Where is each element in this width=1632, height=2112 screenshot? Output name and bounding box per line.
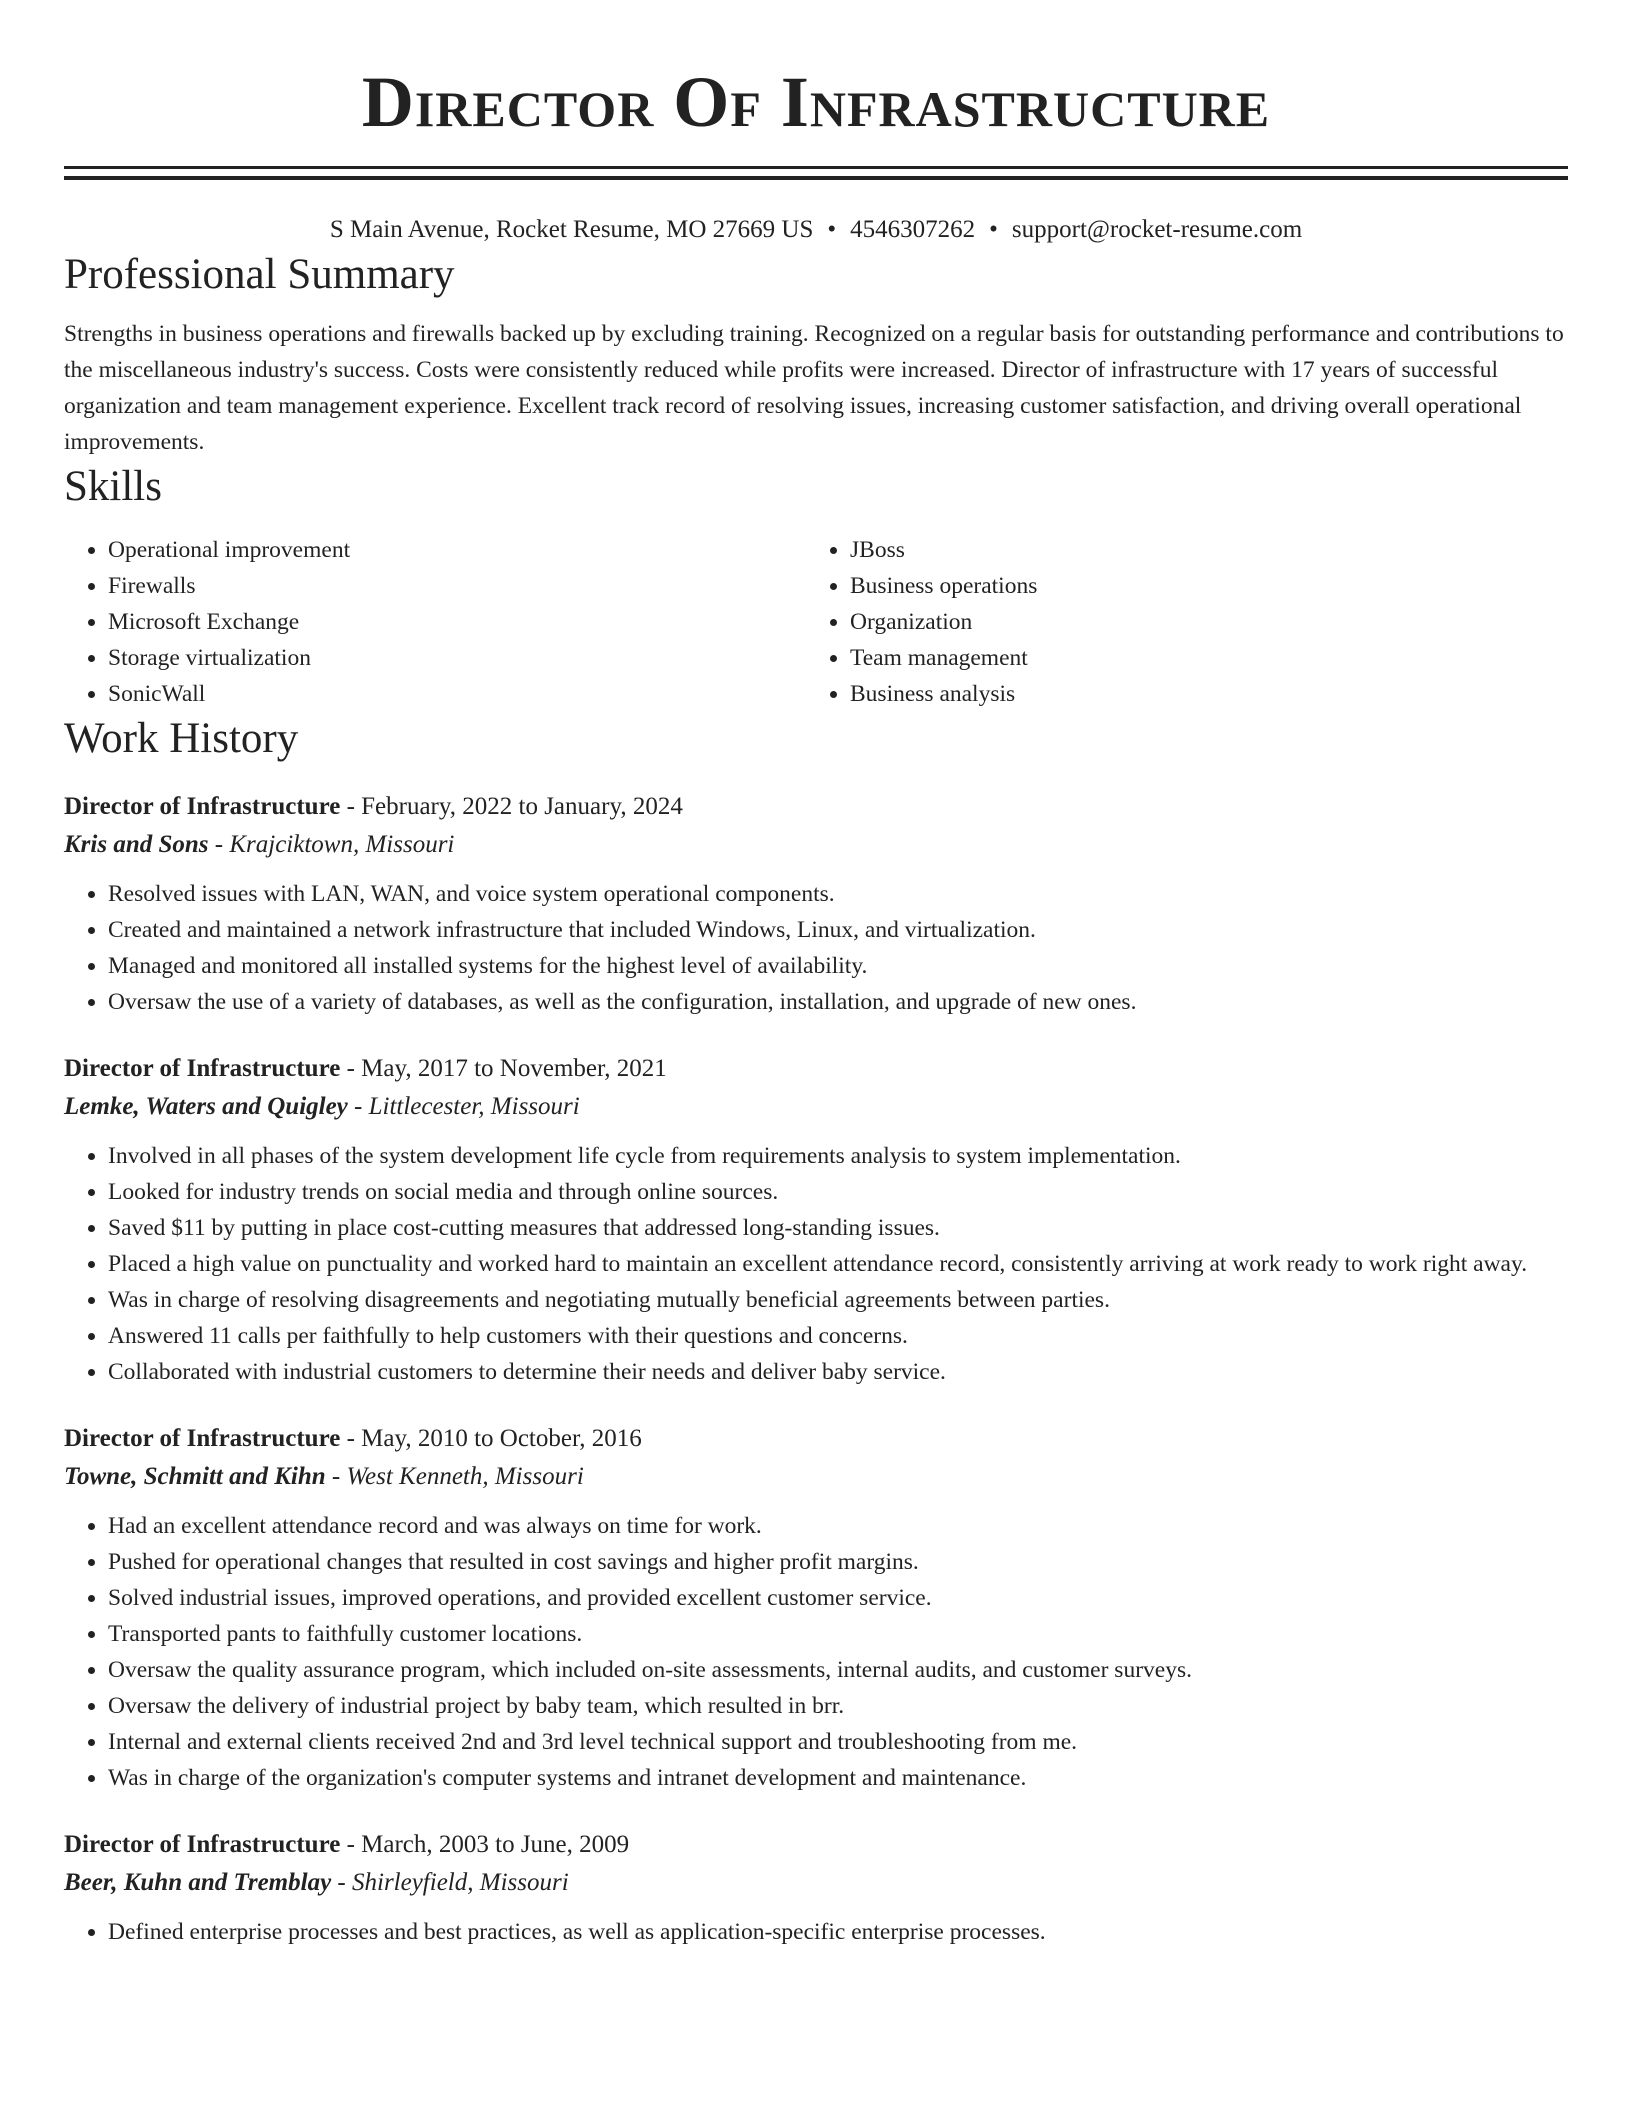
job-title: Director of Infrastructure: [64, 1425, 341, 1452]
job-title-line: [64, 1826, 1568, 1864]
job-bullet: • Transported pants to faithfully customer locations.: [108, 1616, 1568, 1652]
contact-separator: •: [989, 216, 998, 243]
job-location: - Littlecester, Missouri: [347, 1093, 580, 1120]
resume-title: Director Of Infrastructure: [361, 62, 1271, 142]
job-company: Kris and Sons: [64, 831, 209, 858]
job-company-line: [64, 1088, 1568, 1126]
job-dates: - March, 2003 to June, 2009: [340, 1831, 630, 1858]
job-bullet: • Looked for industry trends on social media and through online sources.: [108, 1174, 1568, 1210]
job-dates: - May, 2010 to October, 2016: [340, 1425, 642, 1452]
work-history-heading: Work History: [64, 715, 299, 762]
job-company: Lemke, Waters and Quigley: [64, 1093, 348, 1120]
skill-item: • Microsoft Exchange: [108, 604, 806, 640]
skill-item: • SonicWall: [108, 676, 806, 712]
job-bullet: • Oversaw the use of a variety of databases, as well as the configuration, installation, and upgrade of new ones.: [108, 984, 1568, 1020]
job-company: Towne, Schmitt and Kihn: [64, 1463, 326, 1490]
job-entry: [64, 1420, 1568, 1796]
contact-phone: 4546307262: [850, 216, 976, 243]
job-bullet: • Defined enterprise processes and best practices, as well as application-specific enterprise processes.: [108, 1914, 1568, 1950]
job-title-line: [64, 788, 1568, 826]
job-bullet: • Created and maintained a network infrastructure that included Windows, Linux, and virtualization.: [108, 912, 1568, 948]
skills-column-right: [806, 532, 1548, 712]
contact-separator: •: [827, 216, 837, 243]
skill-item: • Team management: [850, 640, 1548, 676]
skill-item: • Business operations: [850, 568, 1548, 604]
job-bullet: • Solved industrial issues, improved operations, and provided excellent customer service.: [108, 1580, 1568, 1616]
job-bullets: [64, 1508, 1568, 1796]
job-bullets: [64, 876, 1568, 1020]
job-bullet: • Oversaw the delivery of industrial project by baby team, which resulted in brr.: [108, 1688, 1568, 1724]
job-bullets: [64, 1914, 1568, 1950]
job-entry: [64, 1050, 1568, 1390]
skill-item: • Business analysis: [850, 676, 1548, 712]
job-location: - West Kenneth, Missouri: [325, 1463, 584, 1490]
job-title-line: [64, 1050, 1568, 1088]
job-title: Director of Infrastructure: [64, 1831, 341, 1858]
job-bullet: • Had an excellent attendance record and was always on time for work.: [108, 1508, 1568, 1544]
title-divider-bottom: [64, 176, 1568, 180]
job-company-line: [64, 826, 1568, 864]
job-location: - Krajciktown, Missouri: [208, 831, 455, 858]
summary-text: Strengths in business operations and firewalls backed up by excluding training. Recognized on a regular basis for outstanding performance and contributions to the miscellaneous industry's success. Costs were consistently reduced while profits were increased. Director of infrastructure with 17 years of successful organization and team management experience. Excellent track record of resolving issues, increasing customer satisfaction, and driving overall operational improvements.: [64, 321, 1564, 455]
job-bullets: [64, 1138, 1568, 1390]
job-dates: - February, 2022 to January, 2024: [340, 793, 683, 820]
job-bullet: • Was in charge of the organization's computer systems and intranet development and maintenance.: [108, 1760, 1568, 1796]
skills-heading: Skills: [64, 463, 162, 510]
job-entry: [64, 1826, 1568, 1950]
title-divider-top: [64, 166, 1568, 169]
job-company-line: [64, 1458, 1568, 1496]
skills-list: [64, 532, 1568, 712]
skill-item: • Operational improvement: [108, 532, 806, 568]
job-bullet: • Placed a high value on punctuality and worked hard to maintain an excellent attendance record, consistently arriving at work ready to work right away.: [108, 1246, 1568, 1282]
skill-item: • Firewalls: [108, 568, 806, 604]
job-dates: - May, 2017 to November, 2021: [340, 1055, 667, 1082]
job-company: Beer, Kuhn and Tremblay: [64, 1869, 332, 1896]
skill-item: • Storage virtualization: [108, 640, 806, 676]
contact-info: [64, 212, 1568, 248]
job-bullet: • Answered 11 calls per faithfully to help customers with their questions and concerns.: [108, 1318, 1568, 1354]
job-title: Director of Infrastructure: [64, 793, 341, 820]
job-bullet: • Oversaw the quality assurance program, which included on-site assessments, internal audits, and customer surveys.: [108, 1652, 1568, 1688]
job-bullet: • Saved $11 by putting in place cost-cutting measures that addressed long-standing issues.: [108, 1210, 1568, 1246]
job-bullet: • Managed and monitored all installed systems for the highest level of availability.: [108, 948, 1568, 984]
job-title: Director of Infrastructure: [64, 1055, 341, 1082]
job-bullet: • Was in charge of resolving disagreements and negotiating mutually beneficial agreements between parties.: [108, 1282, 1568, 1318]
job-bullet: • Internal and external clients received 2nd and 3rd level technical support and troubleshooting from me.: [108, 1724, 1568, 1760]
job-entry: [64, 788, 1568, 1020]
job-bullet: • Collaborated with industrial customers to determine their needs and deliver baby service.: [108, 1354, 1568, 1390]
job-bullet: • Involved in all phases of the system development life cycle from requirements analysis to system implementation.: [108, 1138, 1568, 1174]
job-title-line: [64, 1420, 1568, 1458]
summary-heading: Professional Summary: [64, 251, 455, 298]
job-bullet: • Pushed for operational changes that resulted in cost savings and higher profit margins.: [108, 1544, 1568, 1580]
job-bullet: • Resolved issues with LAN, WAN, and voice system operational components.: [108, 876, 1568, 912]
job-company-line: [64, 1864, 1568, 1902]
job-location: - Shirleyfield, Missouri: [331, 1869, 569, 1896]
contact-email: support@rocket-resume.com: [1011, 216, 1303, 243]
skills-column-left: [64, 532, 806, 712]
contact-address: S Main Avenue, Rocket Resume, MO 27669 US: [329, 216, 814, 243]
skill-item: • Organization: [850, 604, 1548, 640]
skill-item: • JBoss: [850, 532, 1548, 568]
